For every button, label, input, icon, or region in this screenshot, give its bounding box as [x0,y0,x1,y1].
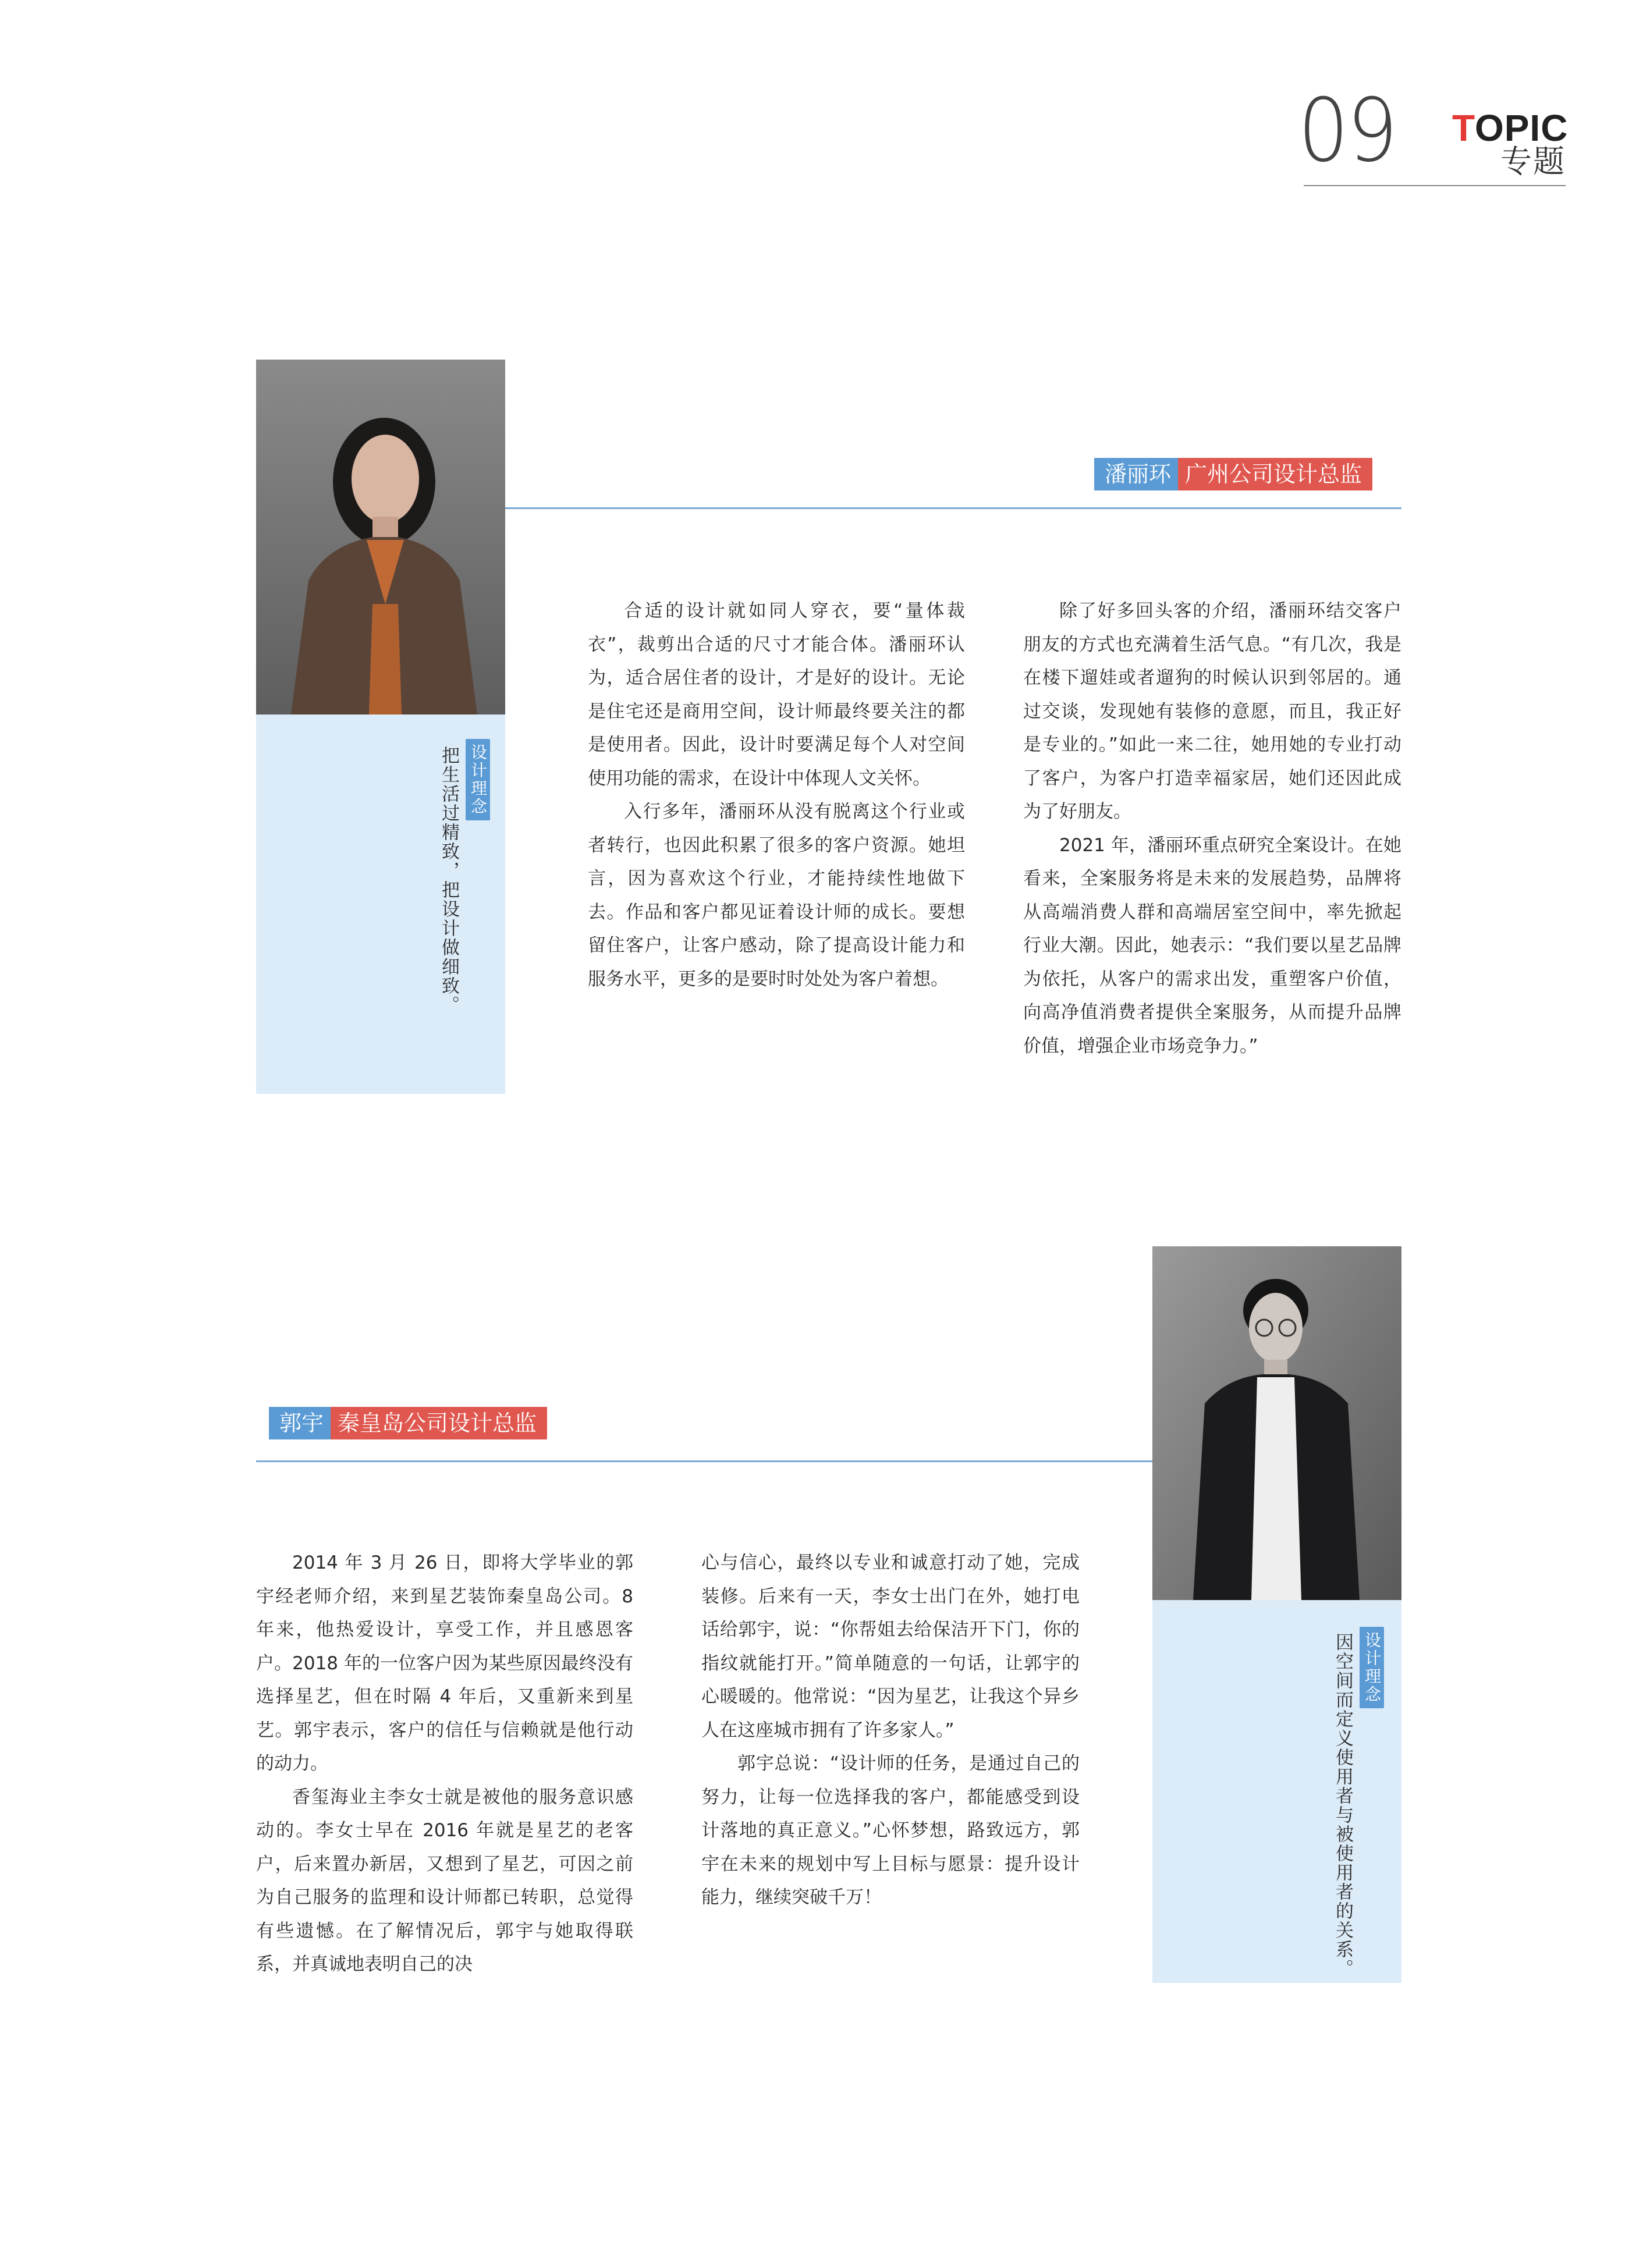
person-title: 广州公司设计总监 [1178,458,1372,490]
paragraph: 心与信心，最终以专业和诚意打动了她，完成装修。后来有一天，李女士出门在外，她打电话给郭宇，说：“你帮姐去给保洁开下门，你的指纹就能打开。”简单随意的一句话，让郭宇的心暖暖的。他常说：“因为星艺，让我这个异乡人在这座城市拥有了许多家人。” [701,1552,1080,1741]
topic-label [1452,109,1568,147]
topic-rest: OPIC [1474,107,1569,149]
philosophy-text: 把生活过精致，把设计做细致。 [438,746,459,1015]
person-name: 郭宇 [269,1407,331,1439]
header-divider [1304,185,1566,186]
page-number: 09 [1298,80,1396,182]
person-title: 秦皇岛公司设计总监 [331,1407,547,1439]
paragraph: 合适的设计就如同人穿衣，要“量体裁衣”，裁剪出合适的尺寸才能合体。潘丽环认为，适合居住者的设计，才是好的设计。无论是住宅还是商用空间，设计师最终要关注的都是使用者。因此，设计时要满足每个人对空间使用功能的需求，在设计中体现人文关怀。 [588,600,965,789]
name-tag-pan [1094,458,1372,490]
article-column [256,1547,633,1982]
portrait-photo-guo [1152,1246,1401,1600]
article-column [588,595,965,996]
philosophy-tag: 设计理念 [1360,1627,1384,1708]
name-tag-guo [269,1407,547,1439]
paragraph: 2014 年 3 月 26 日，即将大学毕业的郭宇经老师介绍，来到星艺装饰秦皇岛公司。8 年来，他热爱设计，享受工作，并且感恩客户。2018 年的一位客户因为某些原因最终没有选择星艺，但在时隔 4 年后，又重新来到星艺。郭宇表示，客户的信任与信赖就是他行动的动力。 [256,1552,633,1774]
portrait-woman-icon [256,360,505,714]
topic-first-letter: T [1452,107,1475,149]
paragraph: 2021 年，潘丽环重点研究全案设计。在她看来，全案服务将是未来的发展趋势，品牌将从高端消费人群和高端居室空间中，率先掀起行业大潮。因此，她表示：“我们要以星艺品牌为依托，从客户的需求出发，重塑客户价值，向高净值消费者提供全案服务，从而提升品牌价值，增强企业市场竞争力。” [1023,834,1401,1057]
person-name: 潘丽环 [1094,458,1178,490]
section-divider [256,1460,1152,1462]
portrait-photo-pan [256,360,505,714]
paragraph: 入行多年，潘丽环从没有脱离这个行业或者转行，也因此积累了很多的客户资源。她坦言，因为喜欢这个行业，才能持续性地做下去。作品和客户都见证着设计师的成长。要想留住客户，让客户感动，除了提高设计能力和服务水平，更多的是要时时处处为客户着想。 [588,801,965,990]
topic-chinese: 专题 [1500,143,1566,180]
section-divider [505,507,1401,509]
article-column [701,1547,1080,1915]
paragraph: 除了好多回头客的介绍，潘丽环结交客户朋友的方式也充满着生活气息。“有几次，我是在楼下遛娃或者遛狗的时候认识到邻居的。通过交谈，发现她有装修的意愿，而且，我正好是专业的。”如此一来二往，她用她的专业打动了客户，为客户打造幸福家居，她们还因此成为了好朋友。 [1023,600,1401,822]
article-column [1023,595,1401,1063]
paragraph: 郭宇总说：“设计师的任务，是通过自己的努力，让每一位选择我的客户，都能感受到设计落地的真正意义。”心怀梦想，路致远方，郭宇在未来的规划中写上目标与愿景：提升设计能力，继续突破千万！ [701,1753,1080,1908]
paragraph: 香玺海业主李女士就是被他的服务意识感动的。李女士早在 2016 年就是星艺的老客户，后来置办新居，又想到了星艺，可因之前为自己服务的监理和设计师都已转职，总觉得有些遗憾。在了解情况后，郭宇与她取得联系，并真诚地表明自己的决 [256,1786,633,1975]
philosophy-tag: 设计理念 [466,739,490,820]
portrait-man-icon [1152,1246,1401,1600]
philosophy-text: 因空间而定义使用者与被使用者的关系。 [1332,1633,1353,1978]
